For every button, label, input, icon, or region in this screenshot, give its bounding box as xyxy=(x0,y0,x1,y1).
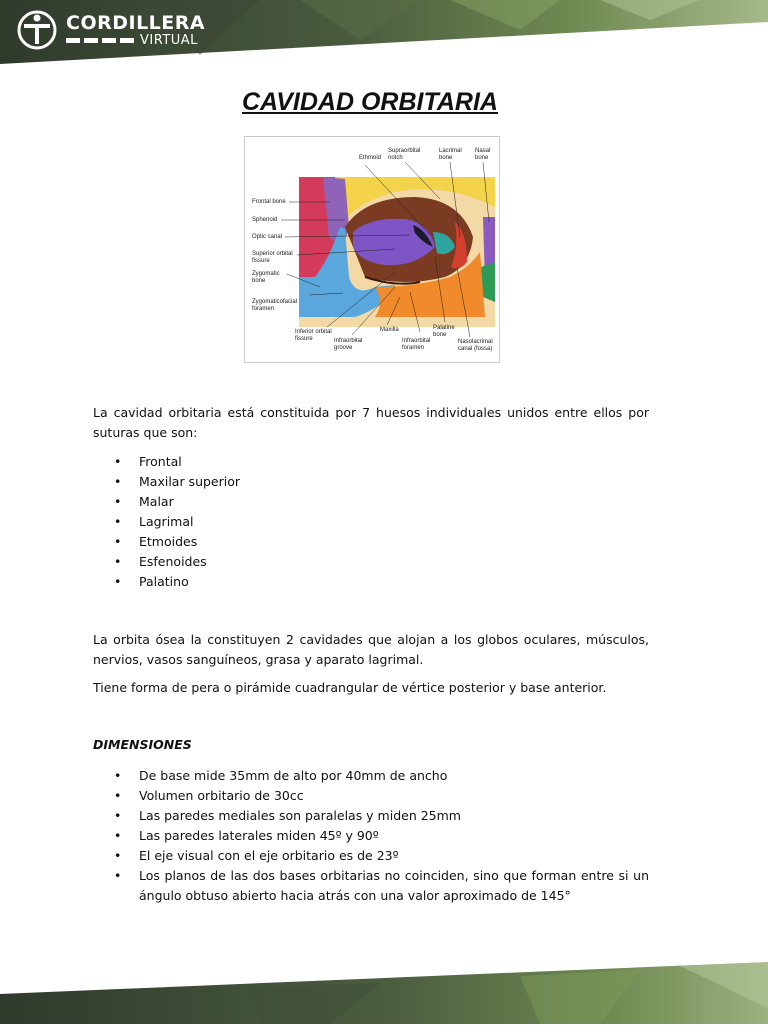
dimensions-title: DIMENSIONES xyxy=(93,737,192,752)
list-item: • Los planos de las dos bases orbitarias no coinciden, sino que forman entre si un ángulo obtuso abierto hacia atrás con una valor aproximado de 145° xyxy=(114,868,649,903)
list-item: • Lagrimal xyxy=(114,514,194,529)
list-item: • Malar xyxy=(114,494,174,509)
label-nasolacrimal-canal: Nasolacrimal canal (fossa) xyxy=(458,339,493,352)
label-optic-canal: Optic canal xyxy=(252,234,283,240)
list-item: • Maxilar superior xyxy=(114,474,241,489)
list-item: • Palatino xyxy=(114,574,189,589)
dimensions-list xyxy=(93,766,649,906)
footer-band xyxy=(0,958,768,1024)
orbit-illustration xyxy=(245,137,499,362)
label-palatine-bone: Palatine bone xyxy=(433,325,455,338)
label-sphenoid: Sphenoid xyxy=(252,217,278,223)
intro-paragraph: La cavidad orbitaria está constituida por 7 huesos individuales unidos entre ellos por suturas que son: xyxy=(93,405,649,440)
label-lacrimal-bone: Lacrimal bone xyxy=(439,148,462,161)
header-band xyxy=(0,0,768,70)
logo-divider xyxy=(66,38,136,43)
label-frontal-bone: Frontal bone xyxy=(252,199,286,205)
label-infraorbital-groove: Infraorbital groove xyxy=(334,338,363,351)
label-ethmoid: Ethmoid xyxy=(359,155,382,161)
orbit-anatomy-figure xyxy=(244,136,500,363)
logo[interactable] xyxy=(16,8,205,52)
label-superior-orbital-fissure: Superior orbital fissure xyxy=(252,251,293,264)
list-item: • El eje visual con el eje orbitario es de 23º xyxy=(114,848,399,863)
label-zygomaticofacial-foramen: Zygomaticofacial foramen xyxy=(252,299,298,312)
orbit-shape-paragraph: Tiene forma de pera o pirámide cuadrangular de vértice posterior y base anterior. xyxy=(93,680,607,695)
logo-name: CORDILLERA xyxy=(66,11,206,34)
page-title: CAVIDAD ORBITARIA xyxy=(241,88,498,116)
label-infraorbital-foramen: Infraorbital foramen xyxy=(402,338,431,351)
label-maxilla: Maxilla xyxy=(380,327,399,333)
list-item: • Esfenoides xyxy=(114,554,207,569)
label-nasal-bone: Nasal bone xyxy=(475,148,491,161)
list-item: • Las paredes mediales son paralelas y miden 25mm xyxy=(114,808,461,823)
list-item: • De base mide 35mm de alto por 40mm de ancho xyxy=(114,768,448,783)
label-inferior-orbital-fissure: Inferior orbital fissure xyxy=(295,329,332,342)
footer-background xyxy=(0,958,768,1024)
logo-subtitle: VIRTUAL xyxy=(140,32,198,48)
list-item: • Volumen orbitario de 30cc xyxy=(114,788,304,803)
logo-icon xyxy=(16,9,58,51)
label-supraorbital-notch: Supraorbital notch xyxy=(388,148,421,161)
bones-list xyxy=(93,452,649,592)
label-zygomatic-bone: Zygomatic bone xyxy=(252,271,280,284)
orbit-description-paragraph: La orbita ósea la constituyen 2 cavidades que alojan a los globos oculares, músculos, nervios, vasos sanguíneos, grasa y aparato lagrimal. xyxy=(93,632,649,667)
list-item: • Frontal xyxy=(114,454,182,469)
list-item: • Etmoides xyxy=(114,534,198,549)
list-item: • Las paredes laterales miden 45º y 90º xyxy=(114,828,379,843)
